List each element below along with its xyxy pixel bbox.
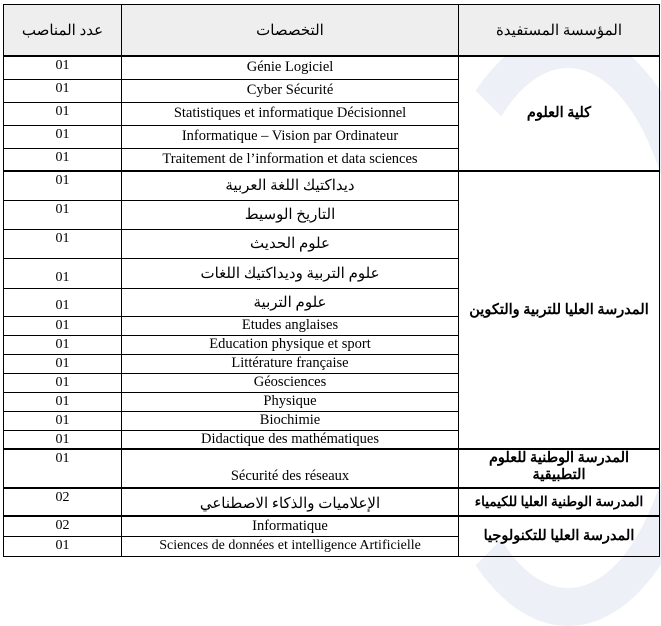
specialty-cell: التاريخ الوسيط <box>122 200 459 229</box>
specialty-cell: ديداكتيك اللغة العربية <box>122 171 459 200</box>
specialty-cell: الإعلاميات والذكاء الاصطناعي <box>122 488 459 516</box>
count-cell: 01 <box>4 411 122 430</box>
count-cell: 01 <box>4 148 122 171</box>
count-cell: 01 <box>4 392 122 411</box>
institution-cell: المدرسة العليا للتكنولوجيا <box>459 516 660 556</box>
count-cell: 01 <box>4 449 122 488</box>
specialty-cell: Traitement de l’information et data sciences <box>122 148 459 171</box>
table-row <box>4 488 660 516</box>
count-cell: 01 <box>4 258 122 288</box>
table-row <box>4 516 660 536</box>
specialty-cell: Statistiques et informatique Décisionnel <box>122 102 459 125</box>
institution-cell: المدرسة الوطنية العليا للكيمياء <box>459 488 660 516</box>
table-row <box>4 171 660 200</box>
specialty-cell: Cyber Sécurité <box>122 79 459 102</box>
institution-cell: المدرسة الوطنية للعلوم التطبيقية <box>459 449 660 488</box>
count-cell: 01 <box>4 354 122 373</box>
specialty-cell: علوم التربية <box>122 288 459 316</box>
count-cell: 01 <box>4 102 122 125</box>
specialty-cell: Didactique des mathématiques <box>122 430 459 449</box>
table-row <box>4 449 660 488</box>
institution-cell: كلية العلوم <box>459 56 660 171</box>
specialty-cell: Géosciences <box>122 373 459 392</box>
specialty-cell: Génie Logiciel <box>122 56 459 79</box>
specialty-cell: Biochimie <box>122 411 459 430</box>
count-cell: 01 <box>4 335 122 354</box>
header-count: عدد المناصب <box>4 5 122 57</box>
specialty-cell: Etudes anglaises <box>122 316 459 335</box>
specialty-cell: علوم التربية وديداكتيك اللغات <box>122 258 459 288</box>
specialty-cell: Sécurité des réseaux <box>122 449 459 488</box>
specialty-cell: Informatique – Vision par Ordinateur <box>122 125 459 148</box>
count-cell: 01 <box>4 56 122 79</box>
count-cell: 01 <box>4 316 122 335</box>
count-cell: 02 <box>4 488 122 516</box>
count-cell: 02 <box>4 516 122 536</box>
count-cell: 01 <box>4 125 122 148</box>
specialty-cell: Informatique <box>122 516 459 536</box>
count-cell: 01 <box>4 229 122 258</box>
specialty-cell: Littérature française <box>122 354 459 373</box>
table-row <box>4 56 660 79</box>
positions-table <box>3 4 660 557</box>
institution-cell: المدرسة العليا للتربية والتكوين <box>459 171 660 449</box>
specialty-cell: Education physique et sport <box>122 335 459 354</box>
specialty-cell: Sciences de données et intelligence Artificielle <box>122 536 459 556</box>
count-cell: 01 <box>4 536 122 556</box>
specialty-cell: علوم الحديث <box>122 229 459 258</box>
header-specialties: التخصصات <box>122 5 459 57</box>
count-cell: 01 <box>4 171 122 200</box>
header-institution: المؤسسة المستفيدة <box>459 5 660 57</box>
count-cell: 01 <box>4 200 122 229</box>
count-cell: 01 <box>4 430 122 449</box>
count-cell: 01 <box>4 79 122 102</box>
count-cell: 01 <box>4 373 122 392</box>
specialty-cell: Physique <box>122 392 459 411</box>
count-cell: 01 <box>4 288 122 316</box>
header-row <box>4 5 660 57</box>
